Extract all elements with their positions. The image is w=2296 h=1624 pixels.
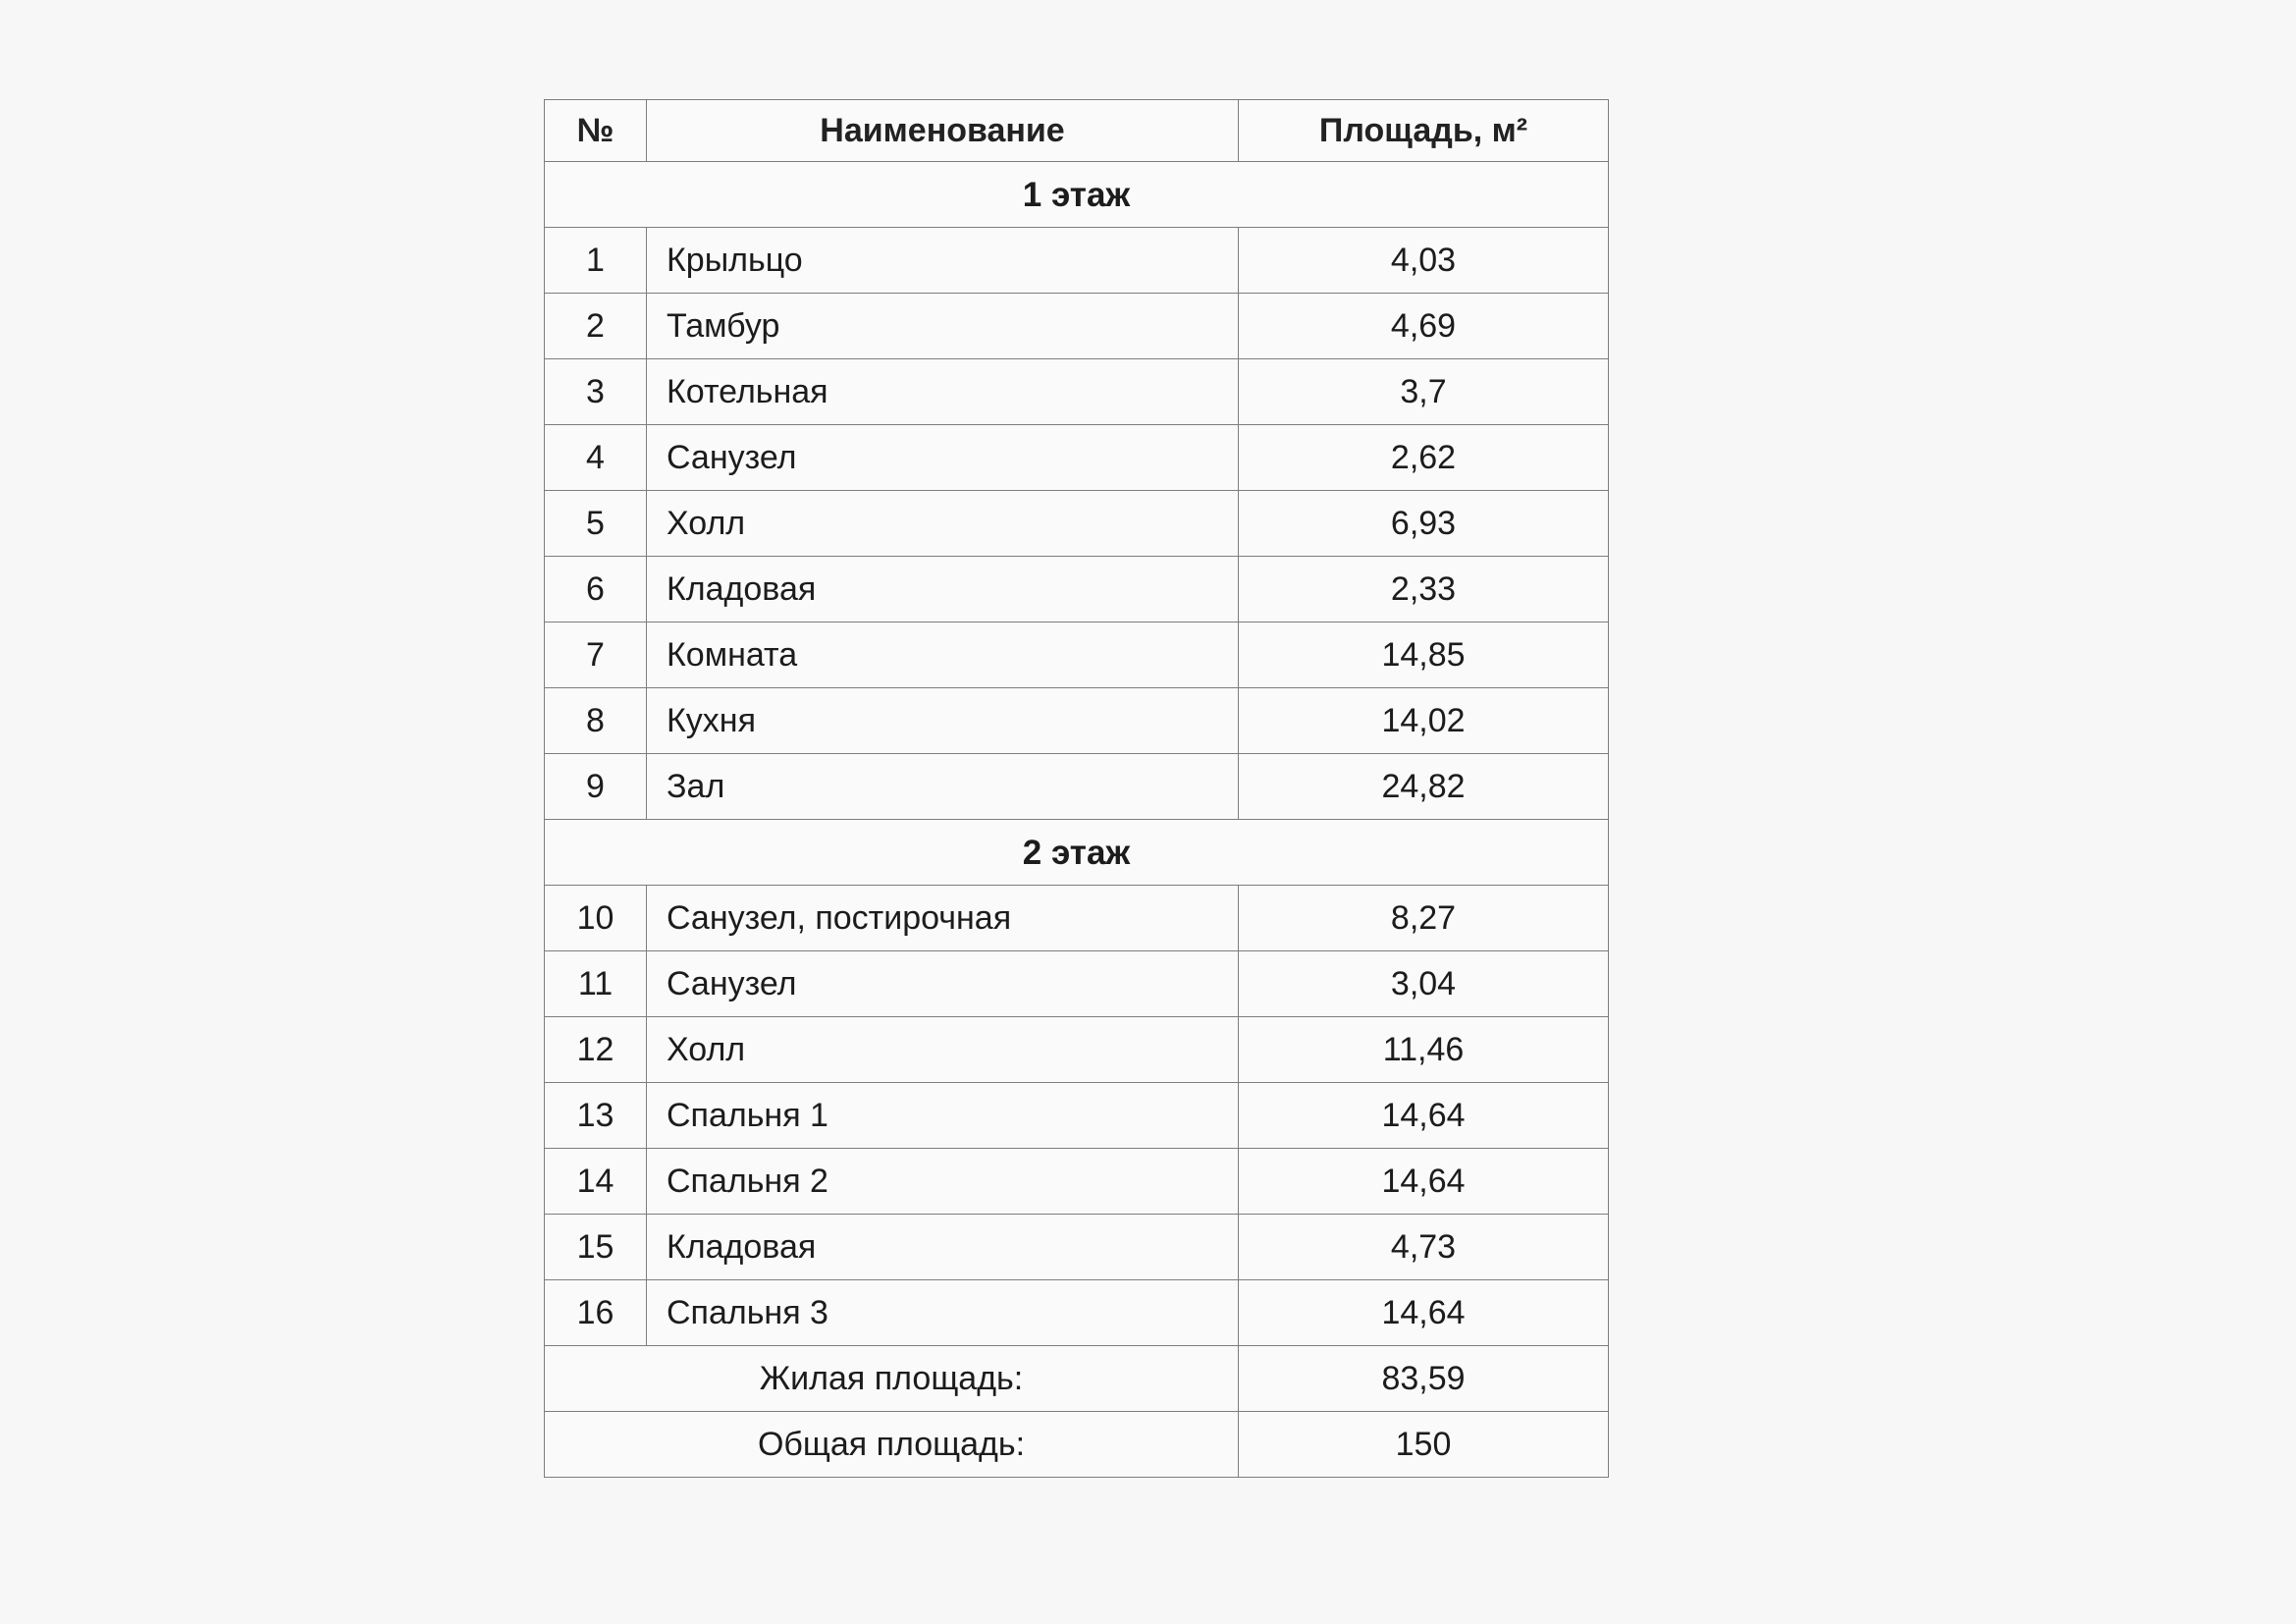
room-area-table: [544, 99, 1609, 1478]
row-number-cell: 13: [545, 1083, 647, 1149]
section-header-floor-1: [545, 162, 1609, 228]
room-name-cell: Котельная: [647, 359, 1239, 425]
total-label: Жилая площадь:: [545, 1346, 1239, 1412]
total-value: 150: [1239, 1412, 1609, 1478]
table-row: [545, 623, 1609, 688]
table-row: [545, 359, 1609, 425]
total-value: 83,59: [1239, 1346, 1609, 1412]
section-title: 1 этаж: [545, 162, 1609, 228]
table-row: [545, 491, 1609, 557]
room-name-cell: Спальня 1: [647, 1083, 1239, 1149]
table-row: [545, 1280, 1609, 1346]
row-number-cell: 10: [545, 886, 647, 951]
table-header-row: [545, 100, 1609, 162]
room-area-cell: 2,33: [1239, 557, 1609, 623]
row-number-cell: 9: [545, 754, 647, 820]
room-name-cell: Тамбур: [647, 294, 1239, 359]
section-title: 2 этаж: [545, 820, 1609, 886]
table-row: [545, 228, 1609, 294]
row-number-cell: 5: [545, 491, 647, 557]
room-name-cell: Кухня: [647, 688, 1239, 754]
room-area-cell: 3,04: [1239, 951, 1609, 1017]
row-number-cell: 14: [545, 1149, 647, 1215]
row-number-cell: 2: [545, 294, 647, 359]
room-name-cell: Спальня 3: [647, 1280, 1239, 1346]
row-number-cell: 3: [545, 359, 647, 425]
header-number: №: [545, 100, 647, 162]
room-area-cell: 4,73: [1239, 1215, 1609, 1280]
table-row: [545, 294, 1609, 359]
room-area-cell: 14,64: [1239, 1280, 1609, 1346]
row-number-cell: 12: [545, 1017, 647, 1083]
room-name-cell: Холл: [647, 491, 1239, 557]
room-name-cell: Спальня 2: [647, 1149, 1239, 1215]
room-area-cell: 4,69: [1239, 294, 1609, 359]
room-area-cell: 3,7: [1239, 359, 1609, 425]
room-area-cell: 24,82: [1239, 754, 1609, 820]
table-row: [545, 1149, 1609, 1215]
room-area-cell: 2,62: [1239, 425, 1609, 491]
room-area-cell: 14,02: [1239, 688, 1609, 754]
room-name-cell: Холл: [647, 1017, 1239, 1083]
total-label: Общая площадь:: [545, 1412, 1239, 1478]
room-area-cell: 6,93: [1239, 491, 1609, 557]
row-number-cell: 16: [545, 1280, 647, 1346]
row-number-cell: 4: [545, 425, 647, 491]
table-row: [545, 425, 1609, 491]
table-row: [545, 886, 1609, 951]
table-row: [545, 951, 1609, 1017]
table-row: [545, 754, 1609, 820]
table-row: [545, 1017, 1609, 1083]
room-name-cell: Кладовая: [647, 557, 1239, 623]
room-name-cell: Комната: [647, 623, 1239, 688]
room-name-cell: Санузел: [647, 425, 1239, 491]
table-row: [545, 1083, 1609, 1149]
row-number-cell: 6: [545, 557, 647, 623]
header-name: Наименование: [647, 100, 1239, 162]
table-row: [545, 1215, 1609, 1280]
room-area-cell: 4,03: [1239, 228, 1609, 294]
room-area-cell: 14,85: [1239, 623, 1609, 688]
row-number-cell: 11: [545, 951, 647, 1017]
room-area-cell: 14,64: [1239, 1149, 1609, 1215]
total-living-area-row: [545, 1346, 1609, 1412]
room-name-cell: Кладовая: [647, 1215, 1239, 1280]
room-area-cell: 11,46: [1239, 1017, 1609, 1083]
row-number-cell: 15: [545, 1215, 647, 1280]
row-number-cell: 1: [545, 228, 647, 294]
room-area-cell: 14,64: [1239, 1083, 1609, 1149]
room-name-cell: Санузел: [647, 951, 1239, 1017]
total-overall-area-row: [545, 1412, 1609, 1478]
room-name-cell: Крыльцо: [647, 228, 1239, 294]
table-row: [545, 688, 1609, 754]
section-header-floor-2: [545, 820, 1609, 886]
room-name-cell: Зал: [647, 754, 1239, 820]
room-name-cell: Санузел, постирочная: [647, 886, 1239, 951]
header-area: Площадь, м²: [1239, 100, 1609, 162]
row-number-cell: 8: [545, 688, 647, 754]
table-row: [545, 557, 1609, 623]
row-number-cell: 7: [545, 623, 647, 688]
room-area-cell: 8,27: [1239, 886, 1609, 951]
